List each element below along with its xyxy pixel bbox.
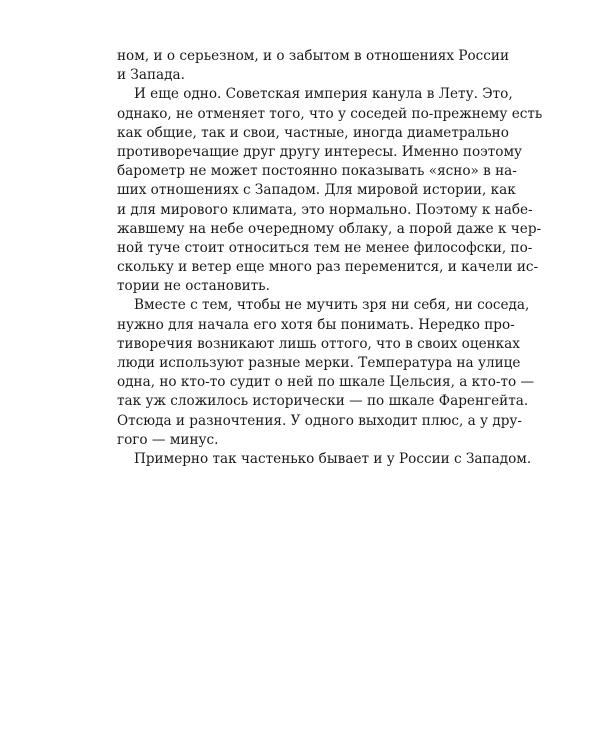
text-line: так уж сложилось исторически — по шкале Фаренгейта. [117, 393, 529, 410]
text-line: и Запада. [117, 67, 185, 84]
body-text [117, 47, 543, 469]
text-line: скольку и ветер еще много раз переменится, и качели ис- [117, 259, 539, 276]
text-line: противоречащие друг другу интересы. Именно поэтому [117, 143, 523, 160]
text-line: ном, и о серьезном, и о забытом в отношениях России [117, 48, 510, 64]
text-line: как общие, так и свои, частные, иногда диаметрально [117, 124, 509, 141]
text-line: одна, но кто-то судит о ней по шкале Цельсия, а кто-то — [117, 374, 535, 391]
text-line: тиворечия возникают лишь оттого, что в своих оценках [117, 335, 520, 352]
text-line: нужно для начала его хотя бы понимать. Нередко про- [117, 316, 515, 333]
text-line: ной туче стоит относиться тем не менее философски, по- [117, 239, 533, 256]
text-line: гого — минус. [117, 431, 219, 448]
text-line: И еще одно. Советская империя канула в Лету. Это, [134, 86, 513, 103]
text-line: Отсюда и разночтения. У одного выходит плюс, а у дру- [117, 412, 523, 429]
text-line: тории не остановить. [117, 278, 270, 295]
text-line: Вместе с тем, чтобы не мучить зря ни себя, ни соседа, [134, 297, 530, 314]
text-line: люди используют разные мерки. Температура на улице [117, 355, 521, 371]
text-line: барометр не может постоянно показывать «ясно» в на- [117, 163, 517, 180]
text-line: и для мирового климата, это нормально. Поэтому к набе- [117, 201, 533, 218]
text-line: жавшему на небе очередному облаку, а порой даже к чер- [117, 220, 542, 237]
text-line: однако, не отменяет того, что у соседей по-прежнему есть [117, 105, 543, 122]
text-line: Примерно так частенько бывает и у России с Западом. [134, 450, 532, 467]
text-line: ших отношениях с Западом. Для мировой истории, как [117, 182, 516, 199]
